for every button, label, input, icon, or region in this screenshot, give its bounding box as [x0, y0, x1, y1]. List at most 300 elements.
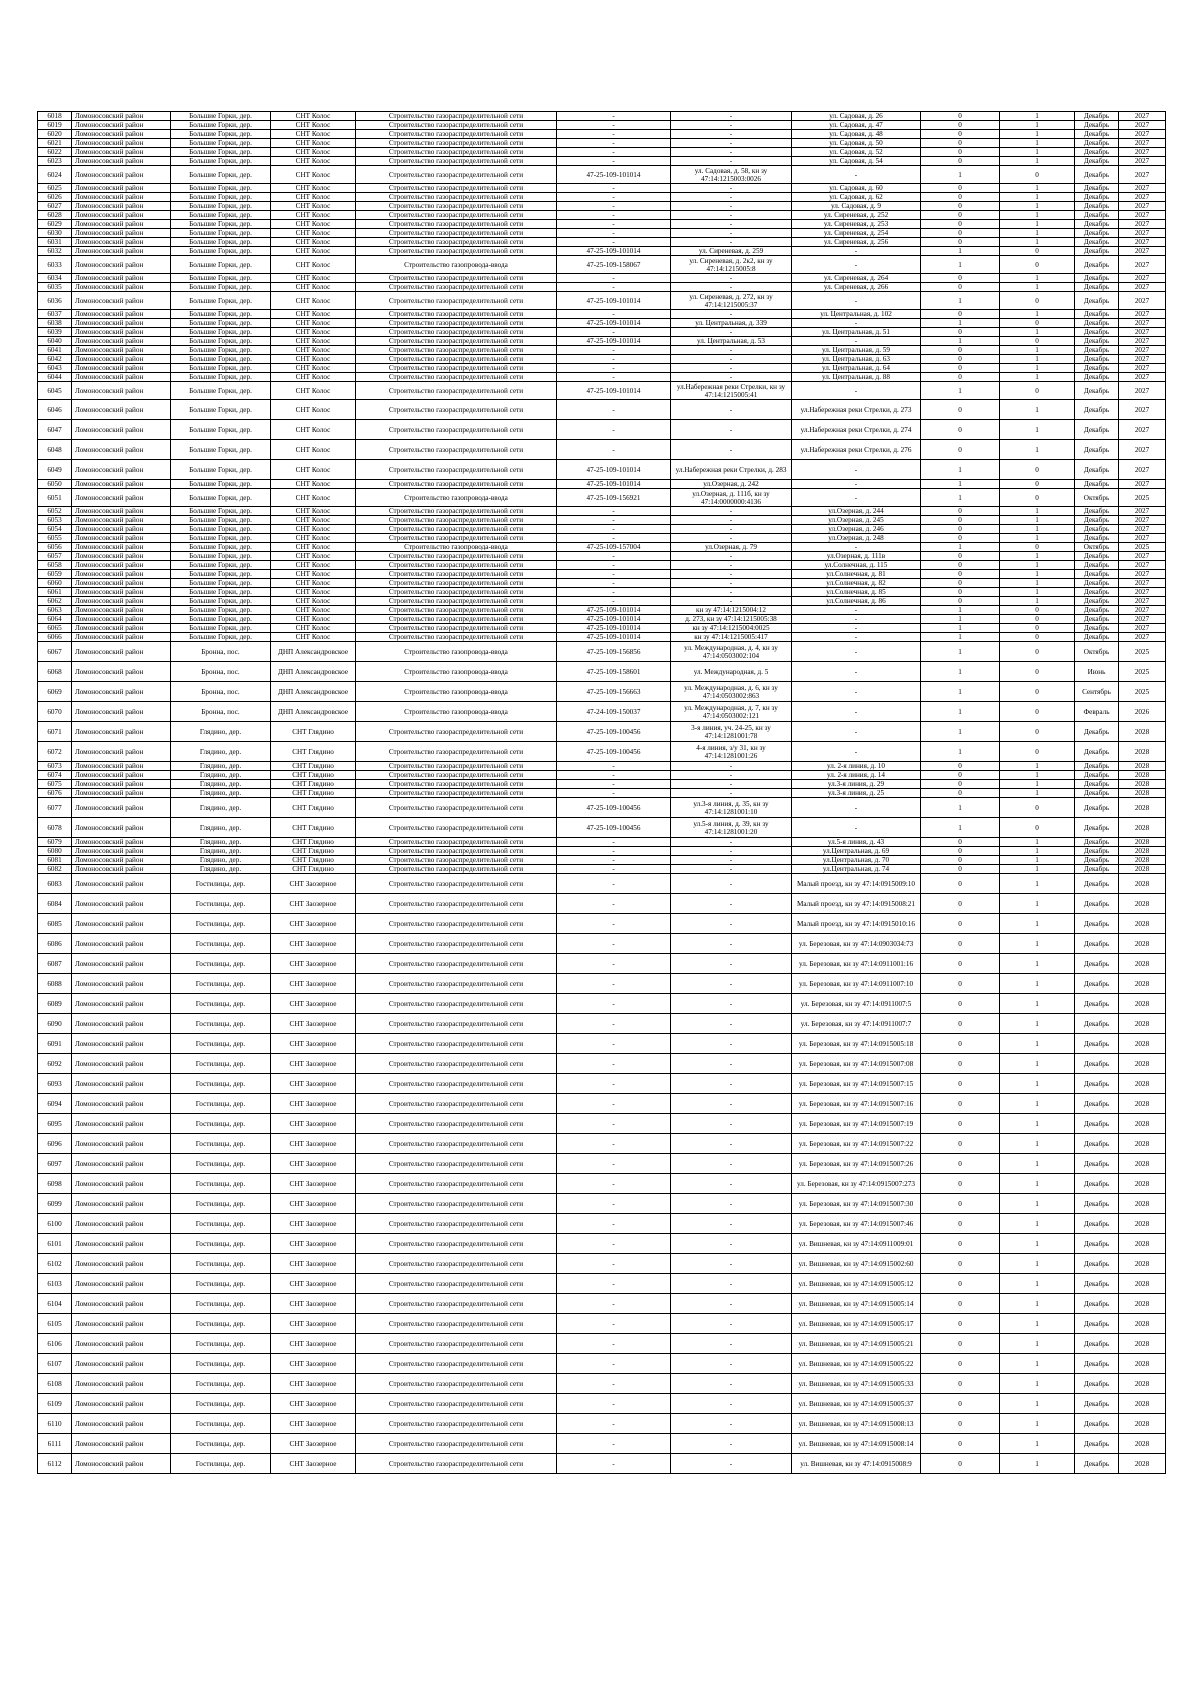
- cell-cad: -: [557, 914, 671, 934]
- cell-locality: Большие Горки, дер.: [171, 337, 271, 346]
- cell-addr_exist: ул.5-я линия, д. 43: [792, 838, 921, 847]
- cell-v2: 0: [1000, 642, 1075, 662]
- cell-locality: Большие Горки, дер.: [171, 489, 271, 507]
- cell-addr_exist: ул. Садовая, д. 47: [792, 121, 921, 130]
- cell-locality: Большие Горки, дер.: [171, 516, 271, 525]
- cell-cad: -: [557, 1434, 671, 1454]
- cell-locality: Большие Горки, дер.: [171, 112, 271, 121]
- cell-cad: -: [557, 157, 671, 166]
- cell-object: СНТ Заозерное: [271, 1374, 356, 1394]
- table-row: [38, 247, 1166, 256]
- cell-v2: 1: [1000, 588, 1075, 597]
- cell-work: Строительство газораспределительной сети: [356, 1114, 557, 1134]
- cell-addr_new: -: [671, 588, 792, 597]
- cell-locality: Большие Горки, дер.: [171, 480, 271, 489]
- cell-addr_exist: ул. Садовая, д. 9: [792, 202, 921, 211]
- table-row: [38, 139, 1166, 148]
- cell-year: 2028: [1119, 1094, 1166, 1114]
- table-row: [38, 319, 1166, 328]
- cell-v2: 0: [1000, 682, 1075, 702]
- cell-v2: 1: [1000, 1094, 1075, 1114]
- cell-cad: -: [557, 1454, 671, 1474]
- table-row: [38, 798, 1166, 818]
- cell-year: 2027: [1119, 112, 1166, 121]
- cell-work: Строительство газораспределительной сети: [356, 328, 557, 337]
- cell-work: Строительство газораспределительной сети: [356, 579, 557, 588]
- table-body: [38, 112, 1166, 1474]
- cell-v1: 1: [921, 460, 1000, 480]
- cell-locality: Гостилицы, дер.: [171, 1374, 271, 1394]
- cell-num: 6031: [38, 238, 72, 247]
- cell-work: Строительство газораспределительной сети: [356, 274, 557, 283]
- cell-addr_exist: ул. Вишневая, кн зу 47:14:0915002:60: [792, 1254, 921, 1274]
- cell-year: 2027: [1119, 238, 1166, 247]
- cell-object: СНТ Заозерное: [271, 894, 356, 914]
- cell-month: Декабрь: [1075, 1194, 1119, 1214]
- cell-v2: 1: [1000, 780, 1075, 789]
- cell-locality: Гостилицы, дер.: [171, 954, 271, 974]
- table-row: [38, 355, 1166, 364]
- cell-addr_exist: ул. Вишневая, кн зу 47:14:0915008:9: [792, 1454, 921, 1474]
- cell-work: Строительство газораспределительной сети: [356, 771, 557, 780]
- cell-month: Декабрь: [1075, 818, 1119, 838]
- cell-locality: Большие Горки, дер.: [171, 507, 271, 516]
- cell-district: Ломоносовский район: [72, 1174, 171, 1194]
- cell-object: СНТ Колос: [271, 552, 356, 561]
- cell-locality: Большие Горки, дер.: [171, 440, 271, 460]
- cell-v1: 1: [921, 818, 1000, 838]
- cell-month: Декабрь: [1075, 552, 1119, 561]
- cell-year: 2027: [1119, 561, 1166, 570]
- cell-v1: 0: [921, 1234, 1000, 1254]
- cell-work: Строительство газораспределительной сети: [356, 238, 557, 247]
- cell-v1: 0: [921, 838, 1000, 847]
- cell-year: 2028: [1119, 1334, 1166, 1354]
- cell-year: 2027: [1119, 157, 1166, 166]
- cell-v1: 0: [921, 1374, 1000, 1394]
- cell-addr_exist: ул.Озерная, д. 244: [792, 507, 921, 516]
- table-row: [38, 211, 1166, 220]
- cell-month: Декабрь: [1075, 722, 1119, 742]
- table-row: [38, 1234, 1166, 1254]
- cell-num: 6106: [38, 1334, 72, 1354]
- cell-addr_new: -: [671, 440, 792, 460]
- cell-cad: -: [557, 184, 671, 193]
- cell-month: Декабрь: [1075, 157, 1119, 166]
- cell-addr_exist: ул.Солнечная, д. 86: [792, 597, 921, 606]
- cell-work: Строительство газораспределительной сети: [356, 865, 557, 874]
- cell-v2: 1: [1000, 597, 1075, 606]
- cell-district: Ломоносовский район: [72, 1334, 171, 1354]
- cell-year: 2028: [1119, 1174, 1166, 1194]
- cell-v2: 1: [1000, 771, 1075, 780]
- cell-locality: Гостилицы, дер.: [171, 1414, 271, 1434]
- cell-month: Декабрь: [1075, 789, 1119, 798]
- cell-v2: 1: [1000, 1114, 1075, 1134]
- cell-month: Декабрь: [1075, 238, 1119, 247]
- cell-month: Декабрь: [1075, 1094, 1119, 1114]
- cell-locality: Бронна, пос.: [171, 702, 271, 722]
- cell-work: Строительство газораспределительной сети: [356, 1014, 557, 1034]
- cell-year: 2027: [1119, 570, 1166, 579]
- cell-locality: Большие Горки, дер.: [171, 570, 271, 579]
- cell-object: СНТ Заозерное: [271, 1114, 356, 1134]
- table-row: [38, 762, 1166, 771]
- cell-v2: 1: [1000, 1374, 1075, 1394]
- cell-locality: Большие Горки, дер.: [171, 624, 271, 633]
- cell-addr_exist: ул. Вишневая, кн зу 47:14:0915005:17: [792, 1314, 921, 1334]
- cell-district: Ломоносовский район: [72, 552, 171, 561]
- cell-addr_new: -: [671, 865, 792, 874]
- cell-cad: -: [557, 274, 671, 283]
- table-row: [38, 256, 1166, 274]
- cell-addr_new: ул.Озерная, д. 111б, кн зу 47:14:0000000:4136: [671, 489, 792, 507]
- cell-addr_exist: -: [792, 662, 921, 682]
- cell-addr_new: ул. Сиреневая, д. 2к2, кн зу 47:14:1215005:8: [671, 256, 792, 274]
- cell-addr_new: -: [671, 1274, 792, 1294]
- cell-year: 2028: [1119, 1114, 1166, 1134]
- cell-v1: 0: [921, 328, 1000, 337]
- cell-num: 6081: [38, 856, 72, 865]
- cell-cad: -: [557, 139, 671, 148]
- cell-num: 6085: [38, 914, 72, 934]
- cell-object: СНТ Заозерное: [271, 1334, 356, 1354]
- cell-year: 2027: [1119, 148, 1166, 157]
- cell-work: Строительство газопровода-ввода: [356, 543, 557, 552]
- cell-addr_exist: ул. Сиреневая, д. 264: [792, 274, 921, 283]
- cell-v1: 0: [921, 570, 1000, 579]
- cell-cad: 47-25-109-156663: [557, 682, 671, 702]
- cell-num: 6072: [38, 742, 72, 762]
- cell-addr_exist: -: [792, 606, 921, 615]
- cell-district: Ломоносовский район: [72, 1014, 171, 1034]
- table-row: [38, 579, 1166, 588]
- cell-v1: 1: [921, 166, 1000, 184]
- cell-district: Ломоносовский район: [72, 702, 171, 722]
- cell-v2: 1: [1000, 193, 1075, 202]
- cell-locality: Гостилицы, дер.: [171, 1074, 271, 1094]
- cell-v2: 1: [1000, 856, 1075, 865]
- cell-month: Декабрь: [1075, 934, 1119, 954]
- cell-work: Строительство газораспределительной сети: [356, 1294, 557, 1314]
- cell-v1: 0: [921, 597, 1000, 606]
- table-row: [38, 202, 1166, 211]
- cell-addr_new: -: [671, 597, 792, 606]
- cell-work: Строительство газораспределительной сети: [356, 310, 557, 319]
- cell-addr_new: -: [671, 355, 792, 364]
- cell-object: СНТ Колос: [271, 211, 356, 220]
- cell-year: 2028: [1119, 780, 1166, 789]
- cell-v1: 0: [921, 534, 1000, 543]
- table-row: [38, 1174, 1166, 1194]
- table-row: [38, 220, 1166, 229]
- cell-v1: 0: [921, 211, 1000, 220]
- cell-work: Строительство газораспределительной сети: [356, 247, 557, 256]
- cell-month: Декабрь: [1075, 274, 1119, 283]
- cell-addr_exist: ул. Вишневая, кн зу 47:14:0915005:12: [792, 1274, 921, 1294]
- cell-v2: 1: [1000, 561, 1075, 570]
- cell-district: Ломоносовский район: [72, 310, 171, 319]
- cell-district: Ломоносовский район: [72, 346, 171, 355]
- cell-num: 6065: [38, 624, 72, 633]
- table-row: [38, 274, 1166, 283]
- cell-v2: 0: [1000, 543, 1075, 552]
- table-row: [38, 310, 1166, 319]
- cell-year: 2028: [1119, 1154, 1166, 1174]
- cell-year: 2028: [1119, 914, 1166, 934]
- table-row: [38, 166, 1166, 184]
- cell-num: 6092: [38, 1054, 72, 1074]
- cell-object: СНТ Заозерное: [271, 1014, 356, 1034]
- cell-year: 2028: [1119, 1374, 1166, 1394]
- cell-v2: 1: [1000, 1314, 1075, 1334]
- cell-v1: 0: [921, 355, 1000, 364]
- cell-addr_exist: -: [792, 460, 921, 480]
- cell-addr_exist: ул. Березовая, кн зу 47:14:0911007:7: [792, 1014, 921, 1034]
- cell-num: 6070: [38, 702, 72, 722]
- table-row: [38, 874, 1166, 894]
- table-row: [38, 633, 1166, 642]
- cell-v1: 0: [921, 202, 1000, 211]
- cell-v2: 0: [1000, 480, 1075, 489]
- cell-year: 2027: [1119, 615, 1166, 624]
- cell-month: Декабрь: [1075, 184, 1119, 193]
- cell-year: 2027: [1119, 534, 1166, 543]
- cell-v1: 0: [921, 346, 1000, 355]
- cell-num: 6028: [38, 211, 72, 220]
- cell-v2: 1: [1000, 516, 1075, 525]
- table-row: [38, 1194, 1166, 1214]
- cell-locality: Большие Горки, дер.: [171, 166, 271, 184]
- cell-district: Ломоносовский район: [72, 722, 171, 742]
- cell-num: 6053: [38, 516, 72, 525]
- cell-object: СНТ Заозерное: [271, 1134, 356, 1154]
- cell-work: Строительство газопровода-ввода: [356, 662, 557, 682]
- cell-num: 6037: [38, 310, 72, 319]
- cell-district: Ломоносовский район: [72, 319, 171, 328]
- cell-cad: -: [557, 355, 671, 364]
- cell-year: 2028: [1119, 838, 1166, 847]
- cell-addr_new: -: [671, 552, 792, 561]
- cell-num: 6089: [38, 994, 72, 1014]
- cell-v1: 0: [921, 1134, 1000, 1154]
- cell-addr_new: -: [671, 570, 792, 579]
- cell-month: Декабрь: [1075, 516, 1119, 525]
- cell-year: 2027: [1119, 319, 1166, 328]
- cell-work: Строительство газораспределительной сети: [356, 570, 557, 579]
- cell-object: СНТ Колос: [271, 615, 356, 624]
- cell-locality: Гостилицы, дер.: [171, 1154, 271, 1174]
- cell-month: Декабрь: [1075, 624, 1119, 633]
- cell-addr_exist: -: [792, 798, 921, 818]
- cell-object: СНТ Заозерное: [271, 1314, 356, 1334]
- cell-object: СНТ Заозерное: [271, 1434, 356, 1454]
- table-row: [38, 1334, 1166, 1354]
- cell-addr_new: -: [671, 516, 792, 525]
- cell-locality: Бронна, пос.: [171, 642, 271, 662]
- table-row: [38, 1374, 1166, 1394]
- cell-addr_new: -: [671, 1434, 792, 1454]
- cell-v1: 0: [921, 1334, 1000, 1354]
- cell-object: СНТ Колос: [271, 184, 356, 193]
- cell-cad: -: [557, 516, 671, 525]
- cell-month: Декабрь: [1075, 112, 1119, 121]
- cell-district: Ломоносовский район: [72, 742, 171, 762]
- cell-num: 6019: [38, 121, 72, 130]
- table-row: [38, 914, 1166, 934]
- cell-locality: Гостилицы, дер.: [171, 1274, 271, 1294]
- gasification-schedule-table-container: [37, 111, 1165, 1474]
- cell-locality: Глядино, дер.: [171, 762, 271, 771]
- cell-month: Декабрь: [1075, 292, 1119, 310]
- cell-v1: 1: [921, 543, 1000, 552]
- cell-addr_exist: ул. Вишневая, кн зу 47:14:0915005:22: [792, 1354, 921, 1374]
- cell-addr_exist: ул.3-я линия, д. 25: [792, 789, 921, 798]
- cell-num: 6101: [38, 1234, 72, 1254]
- cell-year: 2027: [1119, 247, 1166, 256]
- cell-cad: -: [557, 570, 671, 579]
- cell-cad: -: [557, 420, 671, 440]
- cell-addr_new: -: [671, 1454, 792, 1474]
- cell-num: 6080: [38, 847, 72, 856]
- cell-v2: 1: [1000, 211, 1075, 220]
- cell-num: 6071: [38, 722, 72, 742]
- cell-v2: 0: [1000, 460, 1075, 480]
- cell-locality: Глядино, дер.: [171, 856, 271, 865]
- table-row: [38, 516, 1166, 525]
- cell-addr_exist: ул. Вишневая, кн зу 47:14:0915005:21: [792, 1334, 921, 1354]
- table-row: [38, 534, 1166, 543]
- cell-work: Строительство газораспределительной сети: [356, 148, 557, 157]
- cell-work: Строительство газораспределительной сети: [356, 1094, 557, 1114]
- cell-cad: -: [557, 1394, 671, 1414]
- cell-object: СНТ Заозерное: [271, 1274, 356, 1294]
- cell-cad: 47-25-109-101014: [557, 460, 671, 480]
- cell-district: Ломоносовский район: [72, 440, 171, 460]
- cell-addr_new: ул. Сиреневая, д. 259: [671, 247, 792, 256]
- cell-addr_exist: ул.Центральная, д. 74: [792, 865, 921, 874]
- cell-v1: 1: [921, 337, 1000, 346]
- cell-district: Ломоносовский район: [72, 1294, 171, 1314]
- cell-object: СНТ Колос: [271, 507, 356, 516]
- cell-object: СНТ Колос: [271, 400, 356, 420]
- cell-v1: 0: [921, 1414, 1000, 1434]
- cell-num: 6039: [38, 328, 72, 337]
- table-row: [38, 480, 1166, 489]
- cell-v1: 0: [921, 1294, 1000, 1314]
- cell-num: 6067: [38, 642, 72, 662]
- cell-cad: -: [557, 874, 671, 894]
- cell-addr_new: -: [671, 994, 792, 1014]
- cell-object: СНТ Колос: [271, 157, 356, 166]
- cell-v2: 1: [1000, 534, 1075, 543]
- cell-v2: 1: [1000, 934, 1075, 954]
- cell-locality: Большие Горки, дер.: [171, 633, 271, 642]
- cell-month: Декабрь: [1075, 1434, 1119, 1454]
- cell-year: 2027: [1119, 364, 1166, 373]
- cell-work: Строительство газораспределительной сети: [356, 211, 557, 220]
- table-row: [38, 742, 1166, 762]
- cell-object: СНТ Колос: [271, 606, 356, 615]
- cell-num: 6099: [38, 1194, 72, 1214]
- cell-cad: -: [557, 373, 671, 382]
- cell-addr_new: 4-я линия, з/у 31, кн зу 47:14:1281001:26: [671, 742, 792, 762]
- cell-work: Строительство газораспределительной сети: [356, 1074, 557, 1094]
- cell-object: СНТ Заозерное: [271, 1154, 356, 1174]
- cell-v1: 0: [921, 1214, 1000, 1234]
- cell-addr_new: -: [671, 211, 792, 220]
- cell-v2: 1: [1000, 364, 1075, 373]
- cell-v1: 0: [921, 1194, 1000, 1214]
- cell-addr_new: -: [671, 220, 792, 229]
- cell-year: 2028: [1119, 762, 1166, 771]
- table-row: [38, 771, 1166, 780]
- cell-v1: 0: [921, 139, 1000, 148]
- cell-addr_exist: ул. Березовая, кн зу 47:14:0915007:46: [792, 1214, 921, 1234]
- cell-v2: 1: [1000, 1194, 1075, 1214]
- cell-addr_new: кн зу 47:14:1215004:12: [671, 606, 792, 615]
- cell-addr_new: 3-я линия, уч. 24-25, кн зу 47:14:1281001:78: [671, 722, 792, 742]
- cell-cad: -: [557, 346, 671, 355]
- cell-locality: Большие Горки, дер.: [171, 130, 271, 139]
- cell-month: Июнь: [1075, 662, 1119, 682]
- cell-locality: Большие Горки, дер.: [171, 274, 271, 283]
- cell-addr_new: -: [671, 856, 792, 865]
- cell-year: 2027: [1119, 400, 1166, 420]
- cell-addr_new: -: [671, 1254, 792, 1274]
- cell-year: 2025: [1119, 642, 1166, 662]
- cell-object: ДНП Александровское: [271, 702, 356, 722]
- cell-district: Ломоносовский район: [72, 561, 171, 570]
- cell-v1: 0: [921, 507, 1000, 516]
- cell-v1: 0: [921, 525, 1000, 534]
- cell-district: Ломоносовский район: [72, 373, 171, 382]
- cell-cad: -: [557, 994, 671, 1014]
- cell-v2: 1: [1000, 346, 1075, 355]
- cell-district: Ломоносовский район: [72, 994, 171, 1014]
- cell-v2: 1: [1000, 1214, 1075, 1234]
- cell-object: СНТ Колос: [271, 202, 356, 211]
- cell-district: Ломоносовский район: [72, 1374, 171, 1394]
- cell-locality: Большие Горки, дер.: [171, 400, 271, 420]
- cell-cad: 47-25-109-101014: [557, 382, 671, 400]
- cell-v1: 0: [921, 865, 1000, 874]
- table-row: [38, 373, 1166, 382]
- cell-work: Строительство газораспределительной сети: [356, 789, 557, 798]
- cell-num: 6105: [38, 1314, 72, 1334]
- cell-v2: 1: [1000, 1034, 1075, 1054]
- cell-num: 6111: [38, 1434, 72, 1454]
- cell-work: Строительство газораспределительной сети: [356, 742, 557, 762]
- cell-locality: Гостилицы, дер.: [171, 1454, 271, 1474]
- cell-object: СНТ Заозерное: [271, 994, 356, 1014]
- cell-district: Ломоносовский район: [72, 460, 171, 480]
- cell-year: 2027: [1119, 130, 1166, 139]
- cell-addr_new: -: [671, 1294, 792, 1314]
- cell-year: 2025: [1119, 543, 1166, 552]
- cell-v1: 0: [921, 1274, 1000, 1294]
- cell-district: Ломоносовский район: [72, 789, 171, 798]
- cell-object: СНТ Колос: [271, 193, 356, 202]
- cell-locality: Гостилицы, дер.: [171, 1334, 271, 1354]
- cell-locality: Большие Горки, дер.: [171, 552, 271, 561]
- cell-v1: 1: [921, 624, 1000, 633]
- cell-object: СНТ Колос: [271, 346, 356, 355]
- cell-object: СНТ Глядино: [271, 818, 356, 838]
- cell-locality: Глядино, дер.: [171, 780, 271, 789]
- cell-v1: 1: [921, 489, 1000, 507]
- cell-year: 2028: [1119, 1234, 1166, 1254]
